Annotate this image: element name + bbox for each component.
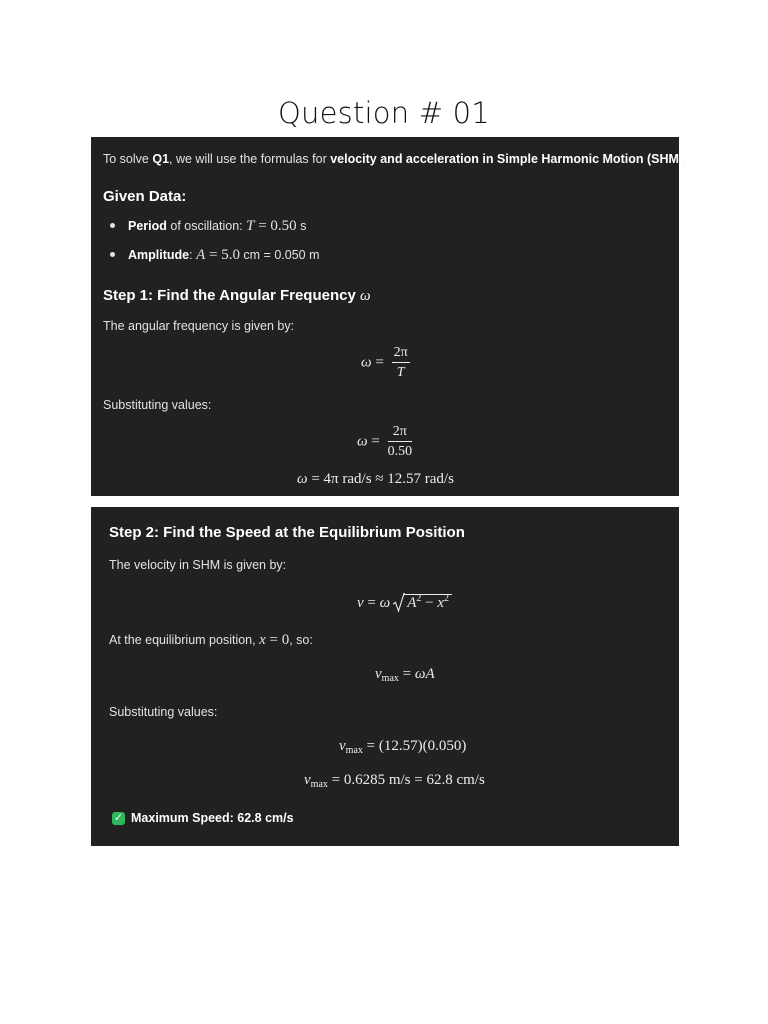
- step1-heading-sym: ω: [359, 288, 371, 304]
- intro-prefix: To solve: [103, 152, 153, 166]
- step1-heading: [103, 288, 371, 304]
- intro-suffix: .: [683, 152, 687, 166]
- given-item-label: Period: [128, 219, 167, 233]
- checkmark-icon: ✓: [113, 812, 124, 824]
- square-root: [392, 594, 452, 611]
- intro-bold: velocity and acceleration in Simple Harmonic Motion (SHM): [330, 152, 684, 166]
- eq-A: A: [407, 595, 417, 611]
- fraction: [388, 425, 413, 459]
- eq-rhs: = 0.6285 m/s = 62.8 cm/s: [327, 772, 485, 788]
- eq-op: =: [367, 433, 380, 450]
- solution-panel-step2: [91, 507, 679, 846]
- fraction-den: T: [396, 365, 405, 380]
- fraction: [392, 346, 410, 380]
- intro-text: [103, 153, 687, 166]
- eq-A-exp: 2: [416, 593, 422, 604]
- fraction-num: 2π: [388, 425, 413, 442]
- step2-eq1: [357, 594, 452, 611]
- eq-x: x: [437, 595, 445, 611]
- eq-minus: −: [421, 595, 438, 611]
- eq-rhs-sym: ωA: [414, 666, 435, 682]
- radical-sign-icon: [392, 593, 405, 613]
- given-item-sym: A: [196, 247, 206, 263]
- bullet-icon: [110, 252, 115, 257]
- step1-eq1: [361, 346, 410, 380]
- step1-eq2: [357, 425, 412, 459]
- step2-text2-prefix: At the equilibrium position,: [109, 633, 260, 647]
- fraction-num: 2π: [392, 346, 410, 363]
- solution-panel-step1: [91, 137, 687, 496]
- step1-text1: The angular frequency is given by:: [103, 319, 295, 333]
- step2-text2-sym: x: [259, 632, 266, 648]
- intro-q: Q1: [152, 152, 170, 166]
- eq-op: =: [371, 354, 384, 371]
- step1-eq3: [297, 472, 454, 487]
- eq-lhs: v: [357, 595, 364, 611]
- step1-heading-text: Step 1: Find the Angular Frequency: [103, 287, 360, 304]
- intro-mid: , we will use the formulas for: [169, 152, 331, 166]
- answer-text: Maximum Speed: 62.8 cm/s: [131, 811, 294, 825]
- given-item-sym: T: [246, 218, 255, 234]
- step1-text2: Substituting values:: [103, 398, 212, 412]
- eq-rhs: = (12.57)(0.050): [362, 738, 467, 754]
- step2-eq4: [304, 773, 485, 788]
- given-item-text: of oscillation:: [166, 219, 247, 233]
- step2-text3: Substituting values:: [109, 705, 218, 719]
- step2-heading: Step 2: Find the Speed at the Equilibrium Position: [109, 524, 465, 541]
- eq-lhs: ω: [361, 354, 372, 371]
- eq-op: =: [363, 595, 380, 611]
- eq-v: v: [304, 772, 311, 788]
- page-title: Question # 01: [278, 96, 490, 130]
- step2-text2-suffix: , so:: [289, 633, 313, 647]
- eq-v: v: [339, 738, 346, 754]
- eq-sub: max: [310, 779, 328, 790]
- given-item-unit: cm = 0.050 m: [239, 248, 320, 262]
- step2-eq3: [339, 739, 466, 754]
- given-heading: Given Data:: [103, 188, 187, 205]
- given-item-eq: = 0.50: [254, 218, 297, 234]
- eq-sub: max: [345, 745, 363, 756]
- step2-text2-eq: = 0: [265, 632, 290, 648]
- given-item-amplitude: [128, 248, 320, 263]
- bullet-icon: [110, 223, 115, 228]
- eq-rhs: = 4π rad/s ≈ 12.57 rad/s: [307, 471, 454, 487]
- given-item-period: [128, 219, 306, 234]
- fraction-den: 0.50: [387, 444, 413, 459]
- eq-sub: max: [381, 673, 399, 684]
- eq-omega: ω: [379, 595, 391, 611]
- given-item-eq: = 5.0: [205, 247, 240, 263]
- eq-rhs: =: [398, 666, 415, 682]
- step2-text2: [109, 633, 313, 648]
- step2-text1: The velocity in SHM is given by:: [109, 558, 287, 572]
- given-item-label: Amplitude: [128, 248, 190, 262]
- given-item-unit: s: [296, 219, 307, 233]
- eq-lhs: ω: [297, 471, 308, 487]
- given-item-text: :: [189, 248, 197, 262]
- step2-eq2: [375, 667, 435, 682]
- eq-x-exp: 2: [444, 593, 450, 604]
- eq-lhs: ω: [357, 433, 368, 450]
- eq-v: v: [375, 666, 382, 682]
